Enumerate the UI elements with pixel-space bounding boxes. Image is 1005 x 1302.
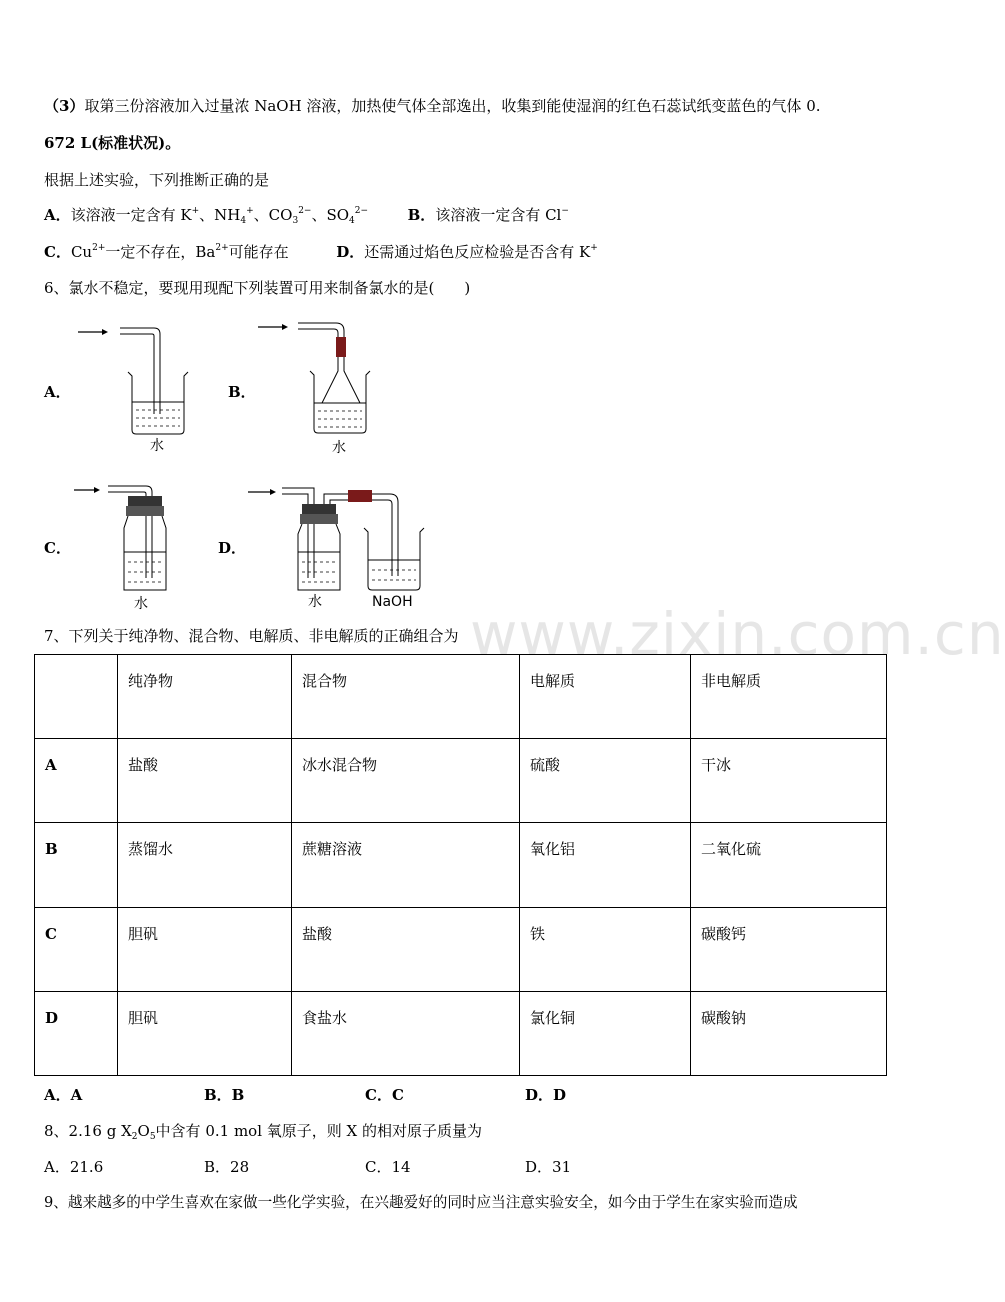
q8-stem-a: 8、2.16 g X (44, 1122, 132, 1140)
q5-option-d-label[interactable]: D． (336, 243, 365, 261)
q6-label-b[interactable]: B． (228, 383, 256, 401)
q5-option-row2: C．$Cu^{2+}$一定不存在，$Ba^{2+}$可能存在 D．还需通过焰色反应检验是否含有 K+ (44, 243, 598, 261)
stopper-icon (128, 496, 162, 506)
q6-label-c[interactable]: C． (44, 539, 71, 557)
apparatus-b-water-label: 水 (332, 440, 346, 456)
q7-option-c[interactable]: C．C (365, 1086, 404, 1104)
q8-stem: 8、2.16 g $X_2O_5$中含有 0.1 mol 氧原子，则 X 的相对原子质量为 (44, 1122, 482, 1142)
q8-option-c[interactable]: C．14 (365, 1158, 411, 1176)
table-cell: 碳酸钠 (691, 991, 887, 1075)
table-row (35, 739, 887, 823)
apparatus-a-water-label: 水 (150, 438, 164, 454)
q5-option-b-text[interactable]: 该溶液一定含有 Cl (435, 206, 562, 224)
table-row-label: D (35, 991, 118, 1075)
q5-part3-num: （3） (44, 97, 85, 115)
q6-label-d[interactable]: D． (218, 539, 247, 557)
q8-option-d[interactable]: D．31 (525, 1158, 572, 1176)
table-row-label: A (35, 739, 118, 823)
table-header-row (35, 655, 887, 739)
apparatus-d-diagram (244, 478, 434, 613)
table-cell: 冰水混合物 (292, 739, 520, 823)
q5-option-c-text-a[interactable]: Cu (70, 243, 93, 261)
q8-option-a[interactable]: A．21.6 (44, 1158, 104, 1176)
q7-table (34, 654, 887, 1076)
table-cell: 蒸馏水 (118, 823, 292, 907)
table-row-label: C (35, 907, 118, 991)
q9-stem: 9、越来越多的中学生喜欢在家做一些化学实验，在兴趣爱好的同时应当注意实验安全，如今由于学生在家实验而造成 (44, 1194, 798, 1211)
table-header-cell: 混合物 (292, 655, 520, 739)
rubber-tube-icon (336, 337, 346, 357)
q5-option-c-text-b[interactable]: 一定不存在，Ba (105, 243, 216, 261)
table-cell: 氧化铝 (520, 823, 691, 907)
table-cell: 硫酸 (520, 739, 691, 823)
q7-option-d[interactable]: D．D (525, 1086, 567, 1104)
table-cell: 二氧化硫 (691, 823, 887, 907)
q6-stem: 6、氯水不稳定，要现用现配下列装置可用来制备氯水的是( ) (44, 279, 471, 297)
q5-option-c-text-c[interactable]: 可能存在 (228, 243, 289, 261)
q5-stem: 根据上述实验，下列推断正确的是 (44, 171, 270, 189)
table-cell: 碳酸钙 (691, 907, 887, 991)
apparatus-c-water-label: 水 (134, 596, 148, 612)
q5-part3-line1 (44, 96, 821, 116)
q5-option-d-text[interactable]: 还需通过焰色反应检验是否含有 K (364, 243, 591, 261)
apparatus-a-diagram (70, 318, 200, 458)
table-cell: 蔗糖溶液 (292, 823, 520, 907)
table-cell: 食盐水 (292, 991, 520, 1075)
q5-option-a-label[interactable]: A． (44, 206, 71, 224)
q7-option-b[interactable]: B．B (204, 1086, 245, 1104)
q5-option-row1: A．该溶液一定含有 K+、$NH_4^+$、$CO_3^{2-}$、$SO_4^{2-}$ B．该溶液一定含有 Cl− (44, 206, 569, 226)
table-cell: 盐酸 (118, 739, 292, 823)
q6-label-a[interactable]: A． (44, 383, 71, 401)
table-cell: 胆矾 (118, 991, 292, 1075)
q5-option-a-text[interactable]: 该溶液一定含有 K (70, 206, 192, 224)
q5-part3-line2: 672 L(标准状况)。 (44, 134, 181, 152)
apparatus-d-water-label: 水 (308, 594, 322, 610)
q5-part3-text1: 取第三份溶液加入过量浓 NaOH 溶液，加热使气体全部逸出，收集到能使湿润的红色石蕊试纸变蓝色的气体 0. (84, 97, 821, 115)
apparatus-c-diagram (70, 478, 200, 613)
rubber-connector-icon (348, 490, 372, 502)
table-header-cell (35, 655, 118, 739)
q8-stem-b: 中含有 0.1 mol 氧原子，则 X 的相对原子质量为 (155, 1122, 482, 1140)
table-cell: 铁 (520, 907, 691, 991)
watermark: www.zixin.com.cn (470, 600, 1005, 668)
table-row-label: B (35, 823, 118, 907)
table-row (35, 991, 887, 1075)
q5-option-b-label[interactable]: B． (407, 206, 436, 224)
apparatus-d-naoh-label: NaOH (372, 594, 413, 610)
q7-stem: 7、下列关于纯净物、混合物、电解质、非电解质的正确组合为 (44, 627, 459, 645)
apparatus-b-diagram (252, 315, 382, 460)
table-row (35, 907, 887, 991)
table-header-cell: 电解质 (520, 655, 691, 739)
q8-option-b[interactable]: B．28 (204, 1158, 250, 1176)
table-cell: 干冰 (691, 739, 887, 823)
q5-option-c-label[interactable]: C． (44, 243, 71, 261)
table-header-cell: 非电解质 (691, 655, 887, 739)
table-row (35, 823, 887, 907)
table-header-cell: 纯净物 (118, 655, 292, 739)
table-cell: 氯化铜 (520, 991, 691, 1075)
q7-option-a[interactable]: A．A (44, 1086, 83, 1104)
table-cell: 胆矾 (118, 907, 292, 991)
table-cell: 盐酸 (292, 907, 520, 991)
